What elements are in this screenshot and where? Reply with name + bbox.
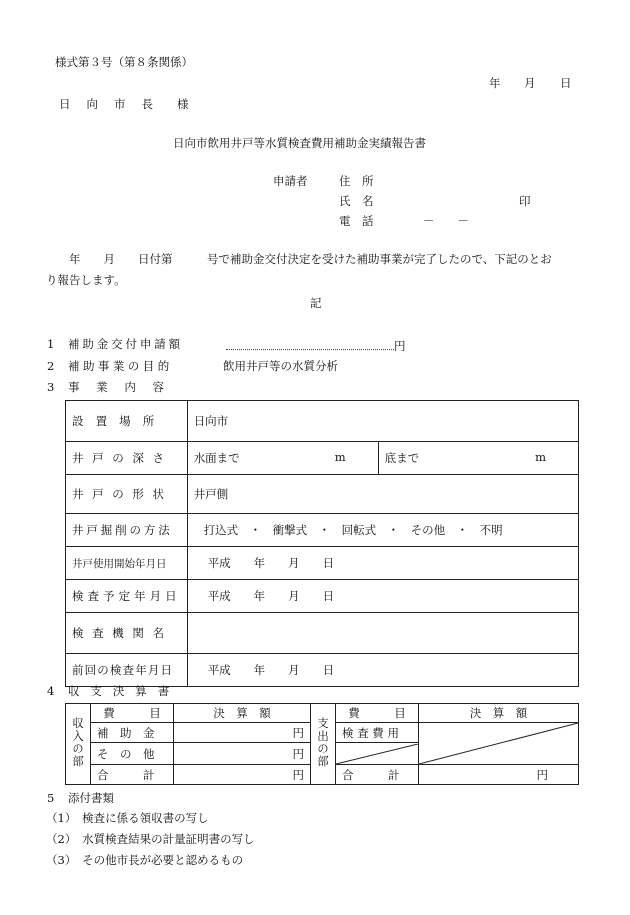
- agency-label-cell: 検査機関名: [66, 613, 188, 654]
- table-row: [66, 613, 579, 654]
- report-body-line2: り報告します。: [46, 273, 126, 287]
- expense-amount-head: 決 算 額: [419, 704, 579, 723]
- shape-value: 井戸側: [187, 475, 578, 514]
- applicant-phone-label: 電 話: [339, 214, 374, 228]
- expense-inspection-label: 検 査 費 用: [336, 723, 419, 743]
- applicant-name-label: 氏 名: [339, 194, 374, 208]
- table-row: [66, 547, 579, 580]
- item3-label: 事業内容: [68, 380, 181, 394]
- expense-blank-diagonal: [336, 743, 419, 765]
- income-side-cell: 収入の部: [66, 704, 91, 785]
- item5-label: 添付書類: [68, 791, 114, 805]
- amount-blank: [226, 339, 394, 350]
- phone-separators: － －: [423, 214, 469, 228]
- expense-total-yen: 円: [419, 765, 579, 785]
- item1-label: 補助金交付申請額: [68, 337, 183, 351]
- income-other-label: そ の 他: [91, 743, 174, 765]
- shape-label-cell: 井戸の形状: [66, 475, 188, 514]
- item5-number: 5: [47, 791, 55, 805]
- expense-side-cell: 支出の部: [311, 704, 336, 785]
- depth-bottom-cell: 底まで m: [378, 442, 578, 475]
- table-row: [66, 514, 579, 547]
- item2-number: 2: [47, 359, 55, 373]
- table-row: [66, 442, 579, 475]
- attachment-item: （2） 水質検査結果の計量証明書の写し: [46, 832, 255, 846]
- expense-total-label: 合 計: [336, 765, 419, 785]
- attachment-item: （3） その他市長が必要と認めるもの: [46, 853, 244, 867]
- location-value: 日向市: [187, 401, 578, 442]
- table-row: [66, 580, 579, 613]
- start-value: 平成 年 月 日: [187, 547, 578, 580]
- agency-value: [187, 613, 578, 654]
- table-row: [66, 704, 579, 723]
- location-label-cell: 設置場所: [66, 401, 188, 442]
- attachment-item: （1） 検査に係る領収書の写し: [46, 811, 209, 825]
- business-content-table: [65, 400, 579, 687]
- diagonal-line: [419, 723, 578, 764]
- item1-amount: 円: [226, 339, 406, 353]
- income-total-yen: 円: [174, 765, 311, 785]
- applicant-address-label: 住 所: [339, 174, 374, 188]
- date-day: 日: [560, 76, 572, 90]
- last-value: 平成 年 月 日: [187, 654, 578, 687]
- addressee: 日 向 市 長 様: [59, 97, 189, 111]
- item4-number: 4: [47, 684, 55, 698]
- expense-item-head: 費 目: [336, 704, 419, 723]
- item3-number: 3: [47, 380, 55, 394]
- income-total-label: 合 計: [91, 765, 174, 785]
- seal-mark: 印: [519, 194, 531, 208]
- diagonal-line: [336, 744, 418, 764]
- method-label-cell: 井戸掘削の方法: [66, 514, 188, 547]
- planned-label-cell: 検査予定年月日: [66, 580, 188, 613]
- document-title: 日向市飲用井戸等水質検査費用補助金実績報告書: [173, 136, 426, 150]
- ki-heading: 記: [310, 296, 322, 310]
- applicant-label: 申請者: [273, 174, 308, 188]
- item2-value: 飲用井戸等の水質分析: [223, 359, 338, 373]
- income-other-yen: 円: [174, 743, 311, 765]
- last-label-cell: 前回の検査年月日: [66, 654, 188, 687]
- income-amount-head: 決 算 額: [174, 704, 311, 723]
- income-subsidy-label: 補 助 金: [91, 723, 174, 743]
- income-subsidy-yen: 円: [174, 723, 311, 743]
- table-row: [66, 475, 579, 514]
- date-year: 年: [489, 76, 501, 90]
- date-month: 月: [524, 76, 536, 90]
- income-item-head: 費 目: [91, 704, 174, 723]
- form-number: 様式第３号（第８条関係）: [55, 55, 193, 69]
- budget-table: [65, 703, 579, 785]
- planned-value: 平成 年 月 日: [187, 580, 578, 613]
- report-body-line1: 年 月 日付第 号で補助金交付決定を受けた補助事業が完了したので、下記のとお: [46, 252, 552, 266]
- method-value: 打込式 ・ 衝撃式 ・ 回転式 ・ その他 ・ 不明: [187, 514, 578, 547]
- expense-diagonal-cell: [419, 723, 579, 765]
- start-label-cell: 井戸使用開始年月日: [66, 547, 188, 580]
- item1-number: 1: [47, 337, 55, 351]
- item2-label: 補助事業の目的: [68, 359, 173, 373]
- depth-label-cell: 井戸の深さ: [66, 442, 188, 475]
- item4-label: 収支決算書: [68, 684, 181, 698]
- depth-water-cell: 水面まで m: [187, 442, 378, 475]
- table-row: [66, 654, 579, 687]
- table-row: [66, 401, 579, 442]
